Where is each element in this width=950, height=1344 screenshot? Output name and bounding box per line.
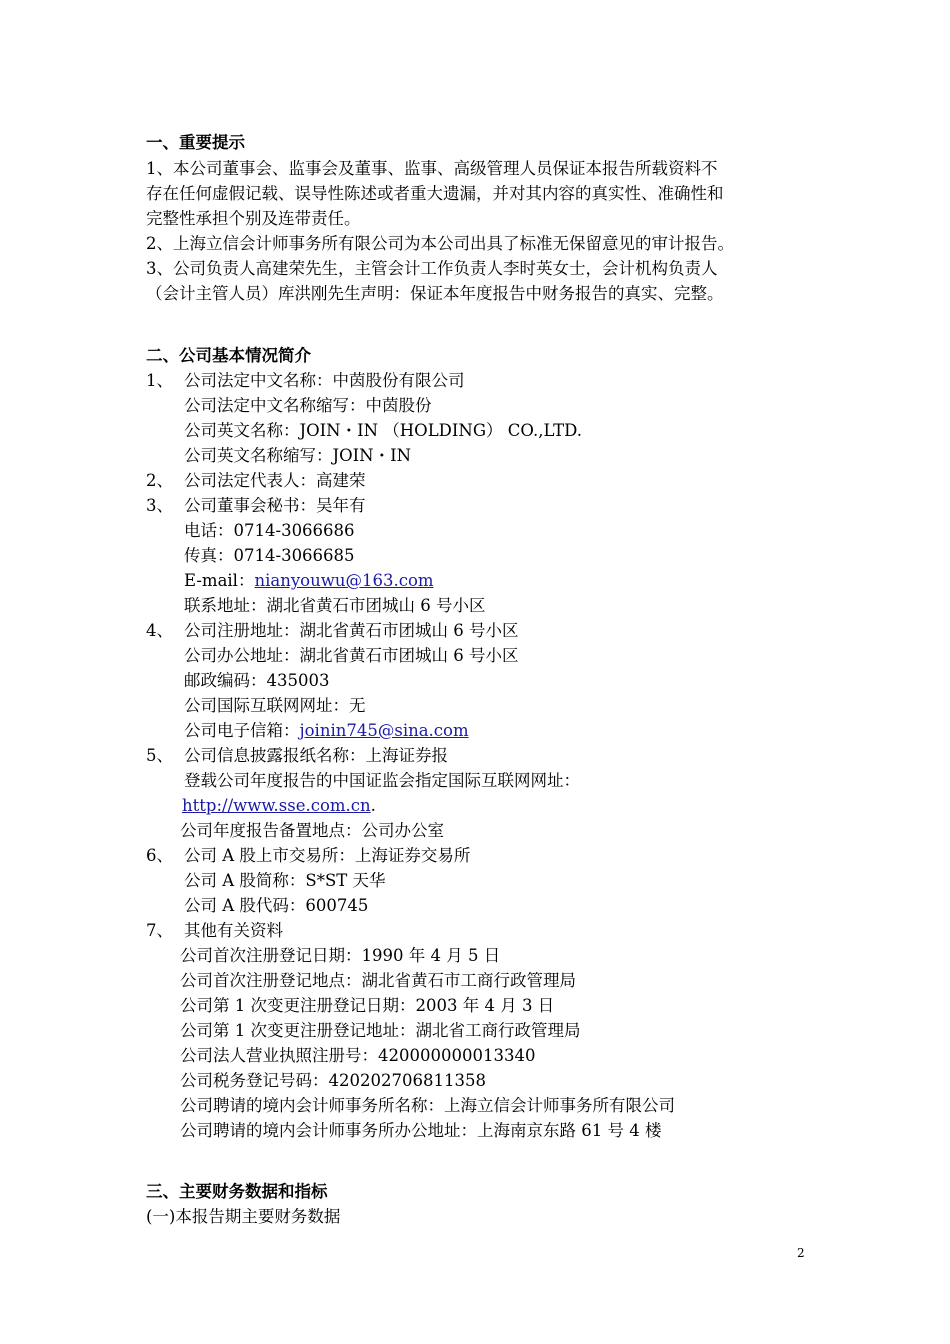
item3-fax: 传真：0714-3066685	[184, 546, 355, 565]
item5-number: 5、	[146, 746, 173, 765]
item7-number: 7、	[146, 921, 173, 940]
item7-line1: 其他有关资料	[184, 921, 283, 940]
item5-url-row	[182, 793, 376, 818]
item5-line2: 登载公司年度报告的中国证监会指定国际互联网网址：	[184, 771, 580, 790]
item3-address: 联系地址：湖北省黄石市团城山 6 号小区	[184, 596, 486, 615]
item4-line4: 公司国际互联网网址：无	[184, 696, 366, 715]
item7-line8: 公司聘请的境内会计师事务所名称：上海立信会计师事务所有限公司	[180, 1096, 675, 1115]
item5-line4: 公司年度报告备置地点：公司办公室	[180, 821, 444, 840]
item3-line1: 公司董事会秘书：吴年有	[184, 496, 366, 515]
page-number: 2	[797, 1246, 805, 1260]
item7-line5: 公司第 1 次变更注册登记地址：湖北省工商行政管理局	[180, 1021, 581, 1040]
item6-number: 6、	[146, 846, 173, 865]
item5-url-suffix: .	[370, 796, 376, 815]
item1-line1: 公司法定中文名称：中茵股份有限公司	[184, 371, 465, 390]
item1-line4: 公司英文名称缩写：JOIN・IN	[184, 446, 412, 465]
section2-title: 二、公司基本情况简介	[146, 346, 311, 365]
section1-title: 一、重要提示	[146, 133, 245, 152]
item1-line2: 公司法定中文名称缩写：中茵股份	[184, 396, 432, 415]
item4-email-label: 公司电子信箱：	[184, 721, 300, 740]
item1-line3: 公司英文名称：JOIN・IN （HOLDING） CO.,LTD.	[184, 421, 582, 440]
item3-number: 3、	[146, 496, 173, 515]
section1-p1-line2: 存在任何虚假记载、误导性陈述或者重大遗漏，并对其内容的真实性、准确性和	[146, 184, 724, 203]
item5-line1: 公司信息披露报纸名称：上海证券报	[184, 746, 448, 765]
item2-line1: 公司法定代表人：高建荣	[184, 471, 366, 490]
item7-line6: 公司法人营业执照注册号：420000000013340	[180, 1046, 536, 1065]
section3-title: 三、主要财务数据和指标	[146, 1182, 328, 1201]
item4-email-row	[184, 718, 469, 743]
item6-line3: 公司 A 股代码：600745	[184, 896, 369, 915]
section1-p1-line1: 1、本公司董事会、监事会及董事、监事、高级管理人员保证本报告所载资料不	[146, 159, 718, 178]
section1-p1-line3: 完整性承担个别及连带责任。	[146, 209, 361, 228]
section1-p2: 2、上海立信会计师事务所有限公司为本公司出具了标准无保留意见的审计报告。	[146, 234, 734, 253]
item6-line2: 公司 A 股简称：S*ST 天华	[184, 871, 386, 890]
item1-number: 1、	[146, 371, 173, 390]
item2-number: 2、	[146, 471, 173, 490]
item7-line3: 公司首次注册登记地点：湖北省黄石市工商行政管理局	[180, 971, 576, 990]
item4-line3: 邮政编码：435003	[184, 671, 330, 690]
item7-line7: 公司税务登记号码：420202706811358	[180, 1071, 486, 1090]
section3-subheading: (一)本报告期主要财务数据	[146, 1207, 341, 1226]
section1-p3-line2: （会计主管人员）库洪刚先生声明：保证本年度报告中财务报告的真实、完整。	[146, 284, 724, 303]
item4-line2: 公司办公地址：湖北省黄石市团城山 6 号小区	[184, 646, 519, 665]
item7-line2: 公司首次注册登记日期：1990 年 4 月 5 日	[180, 946, 501, 965]
item3-phone: 电话：0714-3066686	[184, 521, 355, 540]
item7-line9: 公司聘请的境内会计师事务所办公地址：上海南京东路 61 号 4 楼	[180, 1121, 662, 1140]
item6-line1: 公司 A 股上市交易所：上海证券交易所	[184, 846, 471, 865]
company-email-link[interactable]: joinin745@sina.com	[299, 721, 469, 740]
item7-line4: 公司第 1 次变更注册登记日期：2003 年 4 月 3 日	[180, 996, 555, 1015]
item3-email-row	[184, 568, 434, 593]
section1-p3-line1: 3、公司负责人高建荣先生，主管会计工作负责人李时英女士，会计机构负责人	[146, 259, 718, 278]
secretary-email-link[interactable]: nianyouwu@163.com	[254, 571, 434, 590]
item3-email-label: E-mail：	[184, 571, 255, 590]
item4-line1: 公司注册地址：湖北省黄石市团城山 6 号小区	[184, 621, 519, 640]
item4-number: 4、	[146, 621, 173, 640]
sse-website-link[interactable]: http://www.sse.com.cn	[182, 796, 371, 815]
